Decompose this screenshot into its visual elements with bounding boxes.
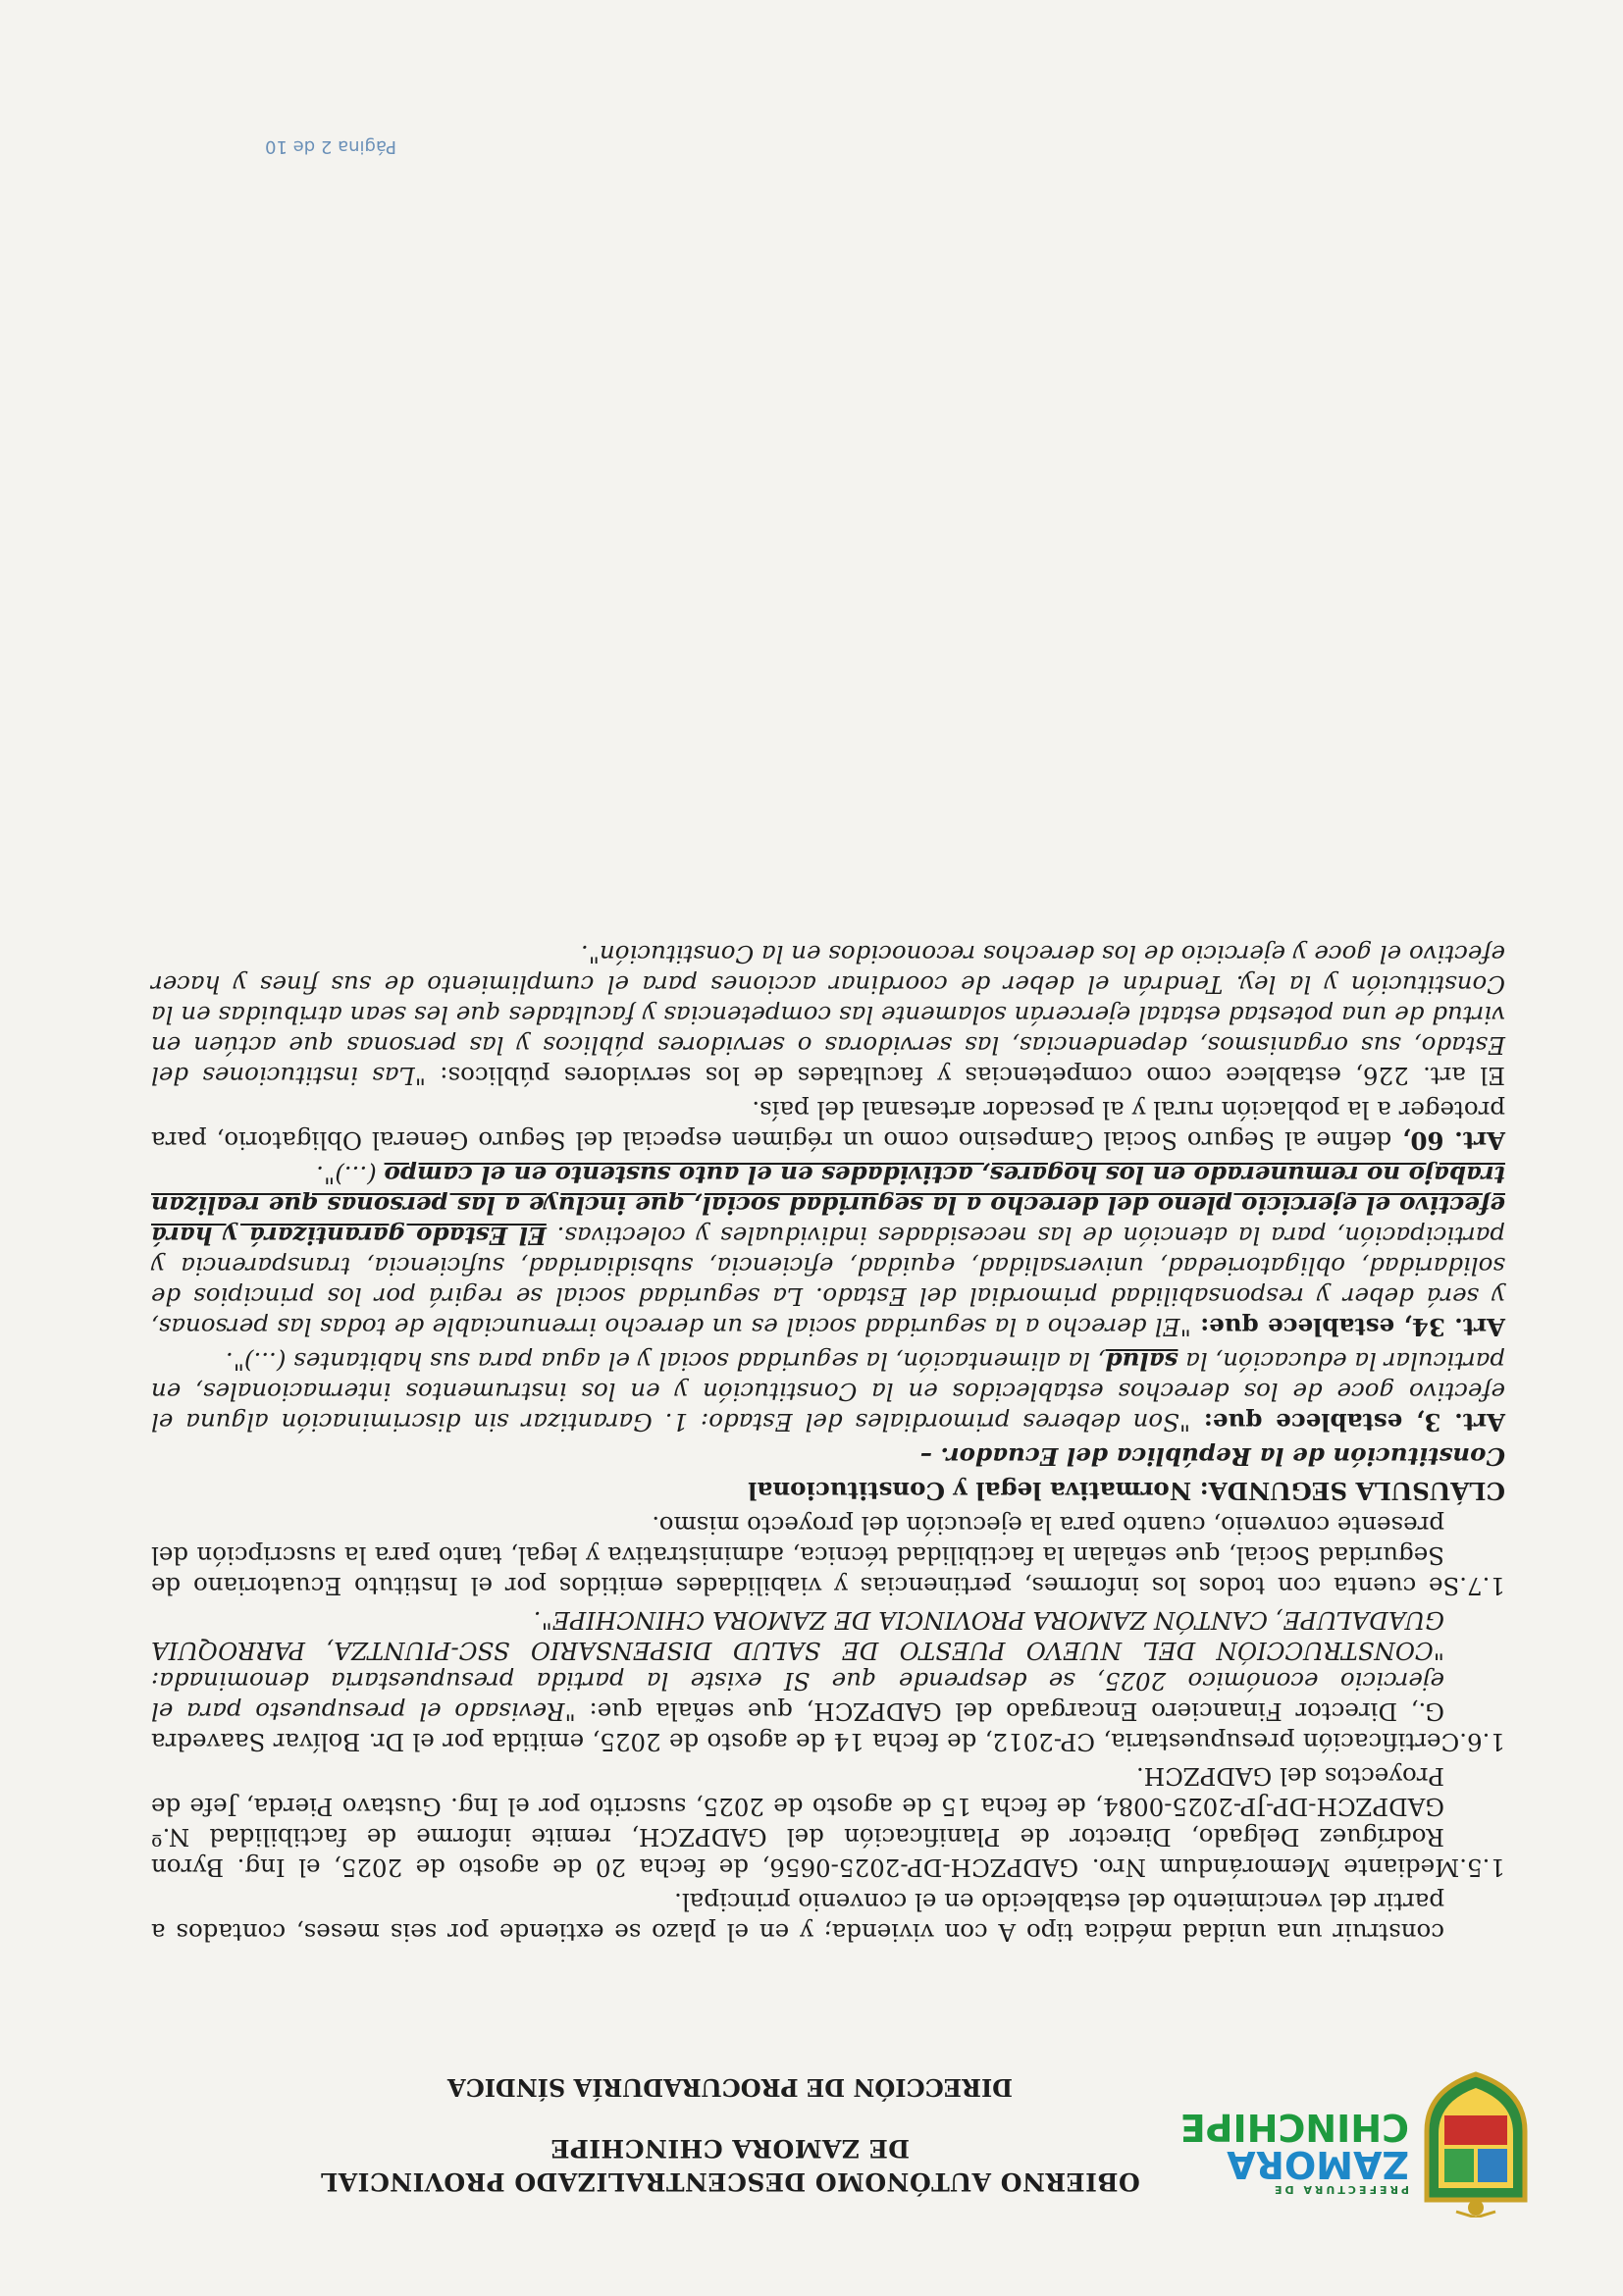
article-60-label: Art. 60, <box>1391 1126 1505 1155</box>
item-1-6-number: 1.6. <box>1459 1728 1505 1756</box>
intro-paragraph: construir una unidad médica tipo A con vivienda; y en el plazo se extiende por seis meses, contados a partir del vencimiento del establecido en el convenio principal. <box>151 1888 1444 1947</box>
article-3 <box>151 1346 1505 1437</box>
item-1-5-text: Mediante Memorándum Nro. GADPZCH-DP-2025-0656, de fecha 20 de agosto de 2025, el Ing. Byron Rodríguez Delgado, Director de Planificación del GADPZCH, remite informe de factibilidad N.º GADPZCH-DP-JP-2025-0084, de fecha 15 de agosto de 2025, suscrito por el Ing. Gustavo Pierda, Jefe de Proyectos del GADPZCH. <box>151 1762 1460 1882</box>
document-body <box>151 935 1505 1948</box>
item-1-6 <box>151 1605 1505 1757</box>
item-1-5 <box>151 1761 1505 1883</box>
page-number: Página 2 de 10 <box>265 136 396 157</box>
article-226-text: establece como competencias y facultades de los servidores públicos: <box>425 1062 1341 1090</box>
institution-title <box>239 2131 1221 2198</box>
institution-title-line2: DE ZAMORA CHINCHIPE <box>550 2134 911 2163</box>
item-1-7 <box>151 1510 1505 1601</box>
article-34-text-a: "El derecho a la seguridad social es un derecho irrenunciable de todas las personas, y será deber y responsabilidad primordial del Estado. La seguridad social se regirá por los principios de solidaridad, obligatoriedad, universalidad, equidad, eficiencia, subsidiaridad, suficiencia, transparencia y participación, para la atención de las necesidades individuales y colectivas. <box>151 1222 1505 1341</box>
item-1-6-text: Certificación presupuestaria, CP-2012, de fecha 14 de agosto de 2025, emitida por el Dr. Bolívar Saavedra G., Director Financiero Encargado del GADPZCH, que señala que: <box>151 1697 1460 1756</box>
item-1-7-number: 1.7. <box>1459 1572 1505 1600</box>
provincial-crest-icon <box>1417 2070 1535 2218</box>
article-226-label <box>1341 1062 1505 1090</box>
article-3-text-b: , la alimentación, la seguridad social y el agua para sus habitantes (...)". <box>225 1347 1106 1376</box>
article-226-quote: "Las instituciones del Estado, sus organismos, dependencias, las servidoras o servidores públicos y las personas que actúen en virtud de una potestad estatal ejercerán solamente las competencias y facultades que les sean atribuidas en la Constitución y la ley. Tendrán el deber de coordinar acciones para el cumplimiento de sus fines y hacer efectivo el goce y ejercicio de los derechos reconocidos en la Constitución". <box>150 940 1505 1090</box>
article-34 <box>151 1160 1505 1342</box>
article-60-text: define al Seguro Social Campesino como un régimen especial del Seguro General Obligatorio, para proteger a la población rural y al pescador artesanal del país. <box>151 1096 1505 1155</box>
article-3-label: Art. 3, establece que: <box>1190 1408 1505 1436</box>
institution-title-line1: OBIERNO AUTÓNOMO DESCENTRALIZADO PROVINCIAL <box>320 2167 1140 2196</box>
brand-logo <box>1179 2106 1409 2196</box>
article-60 <box>151 1095 1505 1156</box>
item-1-5-number: 1.5. <box>1459 1853 1505 1882</box>
article-34-text-c: (...)". <box>316 1161 385 1189</box>
article-3-text-a: "Son deberes primordiales del Estado: 1. Garantizar sin discriminación alguna el efectivo goce de los derechos establecidos en la Constitución y en los instrumentos internacionales, en particular la educación, la <box>151 1347 1505 1436</box>
item-1-7-text: Se cuenta con todos los informes, pertinencias y viabilidades emitidos por el Instituto Ecuatoriano de Seguridad Social, que señalan la factibilidad técnica, administrativa y legal, tanto para la suscripción del presente convenio, cuanto para la ejecución del proyecto mismo. <box>151 1511 1460 1600</box>
article-34-label: Art. 34, establece que: <box>1190 1313 1505 1341</box>
letterhead <box>122 2021 1535 2218</box>
brand-chinchipe: CHINCHIPE <box>1179 2106 1409 2149</box>
article-226-label-text: El art. 226, <box>1340 1062 1505 1090</box>
brand-prefix: PREFECTURA DE <box>1271 2183 1409 2196</box>
article-34-emphasis: El Estado garantizará y hará efectivo el ejercicio pleno del derecho a la seguridad social, que incluye a las personas que realizan trabajo no remunerado en los hogares, actividades en el auto sustento en el campo <box>151 1161 1505 1250</box>
item-1-6-quote: "Revisado el presupuesto para el ejercicio económico 2025, se desprende que SI existe la partida presupuestaria denominada: "CONSTRUCCIÓN DEL NUEVO PUESTO DE SALUD DISPENSARIO SSC-PIUNTZA, PARROQUIA GUADALUPE, CANTÓN ZAMORA PROVINCIA DE ZAMORA CHINCHIPE". <box>151 1606 1444 1726</box>
article-3-health: salud <box>1105 1347 1178 1376</box>
article-226 <box>151 939 1505 1091</box>
constitution-heading: Constitución de la República del Ecuador. – <box>919 1442 1505 1471</box>
clause-heading: CLÁUSULA SEGUNDA: Normativa legal y Constitucional <box>748 1477 1505 1505</box>
brand-zamora: ZAMORA <box>1227 2143 1409 2186</box>
department-title: DIRECCIÓN DE PROCURADURÍA SÍNDICA <box>447 2073 1014 2102</box>
